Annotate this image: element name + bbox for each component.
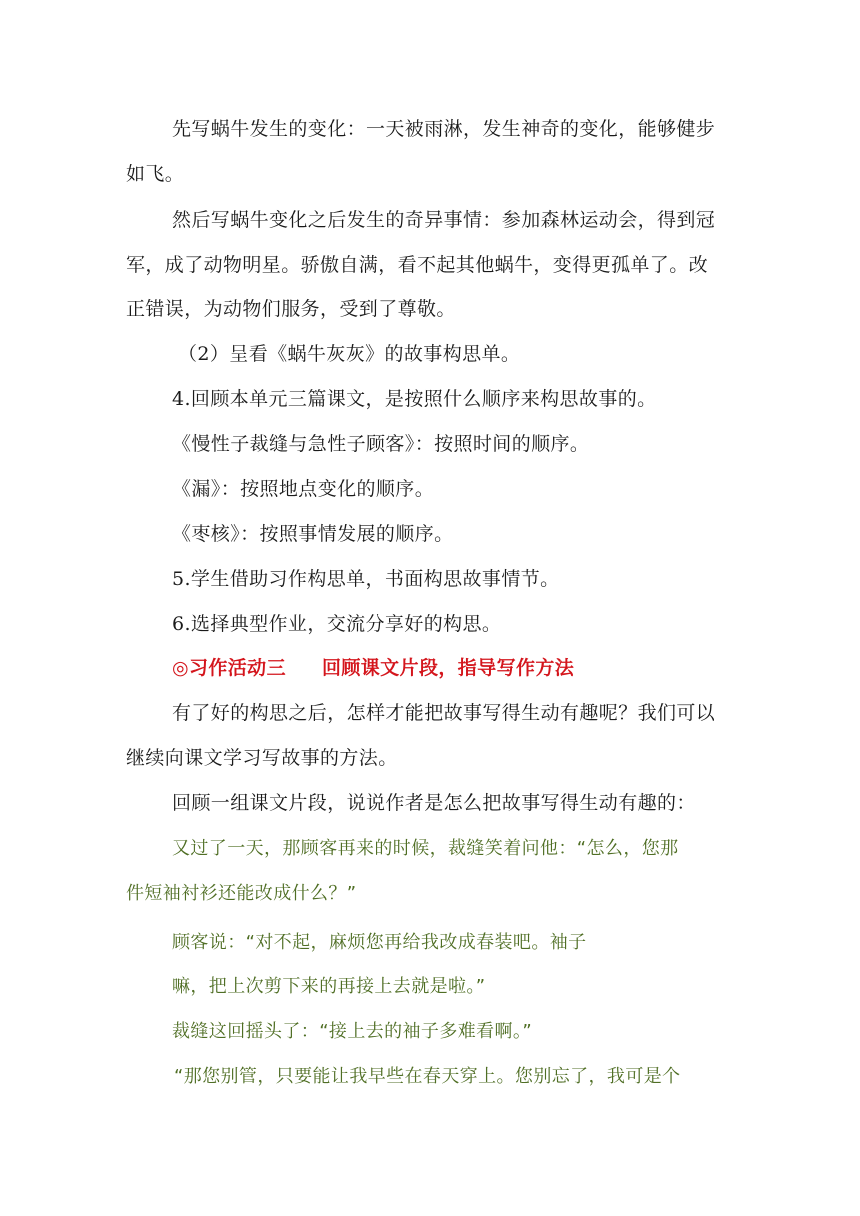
paragraph-line: 正错误，为动物们服务，受到了尊敬。 bbox=[126, 298, 456, 320]
heading-title: 回顾课文片段，指导写作方法 bbox=[321, 657, 575, 679]
paragraph-line: 如飞。 bbox=[126, 163, 185, 185]
paragraph-line: 《漏》：按照地点变化的顺序。 bbox=[172, 478, 435, 500]
section-heading bbox=[172, 656, 782, 680]
paragraph-line: 军，成了动物明星。骄傲自满，看不起其他蜗牛，变得更孤单了。改 bbox=[126, 254, 709, 276]
paragraph-line: 6.选择典型作业，交流分享好的构思。 bbox=[172, 613, 502, 635]
paragraph-line: 有了好的构思之后，怎样才能把故事写得生动有趣呢？我们可以 bbox=[172, 702, 716, 724]
paragraph-line: （2）呈看《蜗牛灰灰》的故事构思单。 bbox=[178, 343, 521, 365]
paragraph-line: 《慢性子裁缝与急性子顾客》：按照时间的顺序。 bbox=[172, 433, 590, 455]
quote-line: 裁缝这回摇头了：“接上去的袖子多难看啊。” bbox=[172, 1021, 533, 1042]
heading-label: ◎习作活动三 bbox=[172, 657, 286, 679]
paragraph-line: 4.回顾本单元三篇课文，是按照什么顺序来构思故事的。 bbox=[172, 388, 657, 410]
quote-line: 顾客说：“对不起，麻烦您再给我改成春装吧。袖子 bbox=[172, 932, 587, 953]
quote-line: 件短袖衬衫还能改成什么？” bbox=[126, 883, 357, 904]
paragraph-line: 5.学生借助习作构思单，书面构思故事情节。 bbox=[172, 568, 560, 590]
paragraph-line: 继续向课文学习写故事的方法。 bbox=[126, 747, 398, 769]
quote-line: 又过了一天，那顾客再来的时候，裁缝笑着问他：“怎么，您那 bbox=[172, 838, 679, 859]
quote-line: “那您别管，只要能让我早些在春天穿上。您别忘了，我可是个 bbox=[174, 1066, 681, 1087]
paragraph-line: 《枣核》：按照事情发展的顺序。 bbox=[172, 523, 454, 545]
paragraph-line: 回顾一组课文片段，说说作者是怎么把故事写得生动有趣的： bbox=[172, 792, 696, 814]
quote-line: 嘛，把上次剪下来的再接上去就是啦。” bbox=[172, 976, 486, 997]
paragraph-line: 先写蜗牛发生的变化：一天被雨淋，发生神奇的变化，能够健步 bbox=[172, 118, 716, 140]
paragraph-line: 然后写蜗牛变化之后发生的奇异事情：参加森林运动会，得到冠 bbox=[172, 209, 716, 231]
